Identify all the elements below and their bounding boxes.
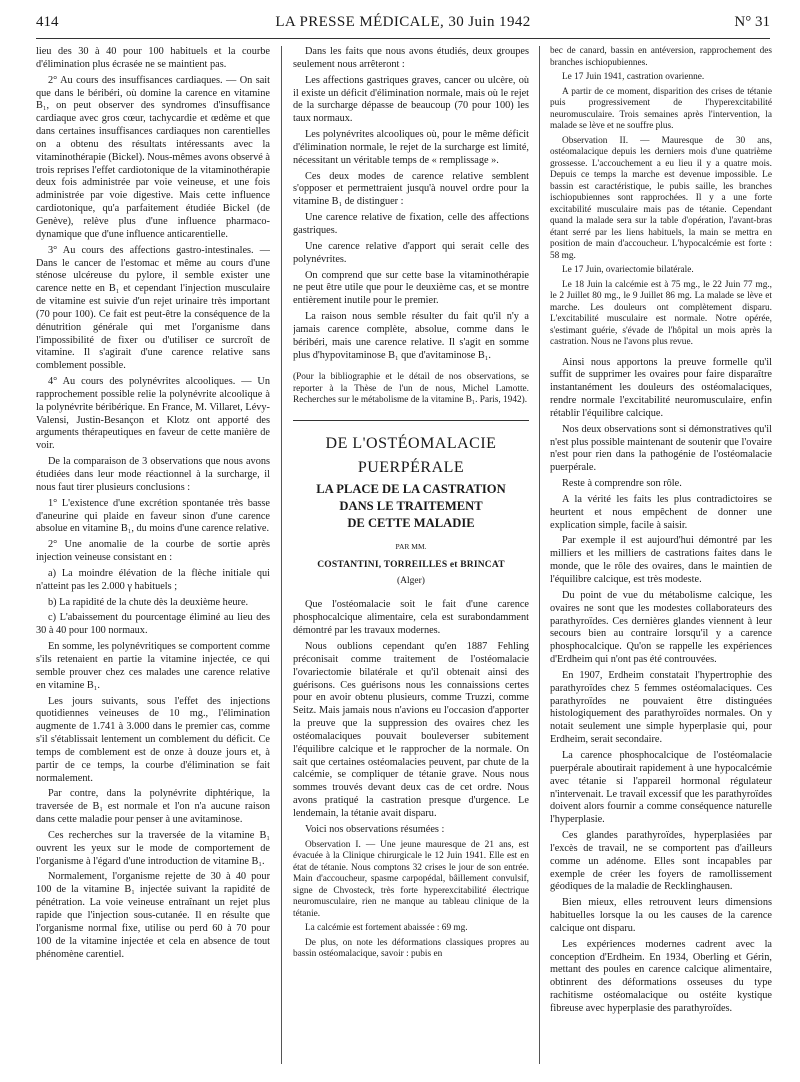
paragraph: a) La moindre élévation de la flèche initiale qui n'atteint pas les 2.000 γ habituels ; [36, 567, 270, 592]
paragraph: Le 17 Juin 1941, castration ovarienne. [562, 72, 705, 82]
article-title-line-2: PUERPÉRALE [357, 458, 465, 476]
paragraph: Observation I. — Une jeune mauresque de 21 ans, est évacuée à la Clinique chirurgicale le 12 Juin 1941. Elle est en état de tétanie. Nous comptons 32 crises le jour de son entrée. Main d'accoucheur, spasme carpopédal, bâillement convulsif, signe de Chvosteck, très forte hyperexcitabilité électrique neuromusculaire, rien ne manque au tableau clinique de la tétanie. [293, 839, 529, 919]
paragraph: Nos deux observations sont si démonstratives qu'il n'est plus possible maintenant de soutenir que l'ovaire n'est pour rien dans la pathogénie de l'ostéomalacie puerpérale. [550, 423, 772, 474]
article-authors: COSTANTINI, TORREILLES et BRINCAT [317, 559, 505, 570]
paragraph: Voici nos observations résumées : [305, 823, 445, 835]
paragraph: Ces recherches sur la traversée de la vitamine B₁ ouvrent les yeux sur le mode de comportement de l'organisme à l'égard d'une introduction de vitamine B₁. [36, 829, 270, 867]
page-number: 414 [36, 14, 59, 30]
paragraph: Par contre, dans la polynévrite diphtérique, la traversée de B₁ est normale et l'on n'a aucune raison dans cette maladie pour penser à une avitaminose. [36, 788, 270, 826]
paragraph: lieu des 30 à 40 pour 100 habituels et la courbe d'élimination plus écrasée ne se maintient pas. [36, 46, 270, 70]
article-discussion [550, 357, 772, 1016]
article-heading [293, 433, 529, 588]
paragraph: La carence phosphocalcique de l'ostéomalacie puerpérale aboutirait rapidement à une hypocalcémie avec tétanie si l'appareil hormonal régulateur n'intervenait. Le travail excessif que les parathyroïdes doivent alors fournir a comme conséquence naturelle l'hyperplasie. [550, 749, 772, 826]
column-middle [293, 46, 529, 1064]
paragraph: b) La rapidité de la chute dès la deuxième heure. [48, 596, 249, 608]
paragraph: De plus, on note les déformations classiques propres au bassin ostéomalacique, savoir : pubis en [293, 937, 529, 960]
column-left [36, 46, 270, 1064]
paragraph: A la vérité les faits les plus contradictoires se heurtent et nous empêchent de donner une explication simple, facile à saisir. [550, 493, 772, 531]
paragraph: Normalement, l'organisme rejette de 30 à 40 pour 100 de la vitamine B₁ injectée suivant la rapidité de pénétration. La voie veineuse entraînant un rejet plus rapide que l'injection sous-cutanée. Il en résulte que l'organisme normal fixe, utilise ou perd 60 à 70 pour 100 de la vitamine injectée et cela en absence de tout phénomène carentiel. [36, 871, 270, 960]
column-divider-right [539, 46, 540, 1064]
paragraph: Les affections gastriques graves, cancer ou ulcère, où il existe un déficit d'élimination normale, mais où le rejet de la surcharge dépasse de beaucoup (70 pour 100) les taux normaux. [293, 74, 529, 125]
paragraph: Dans les faits que nous avons étudiés, deux groupes seulement nous arrêteront : [293, 46, 529, 70]
header-rule [36, 38, 770, 39]
page-header [36, 14, 770, 40]
paragraph: A partir de ce moment, disparition des crises de tétanie puis progressivement de l'hyperexcitabilité neuromusculaire. Trois semaines après l'intervention, la malade se lève et ne souffre plus. [550, 86, 772, 131]
observation-two [550, 46, 772, 349]
paragraph: 4° Au cours des polynévrites alcooliques. — Un rapprochement possible relie la polynévrite alcoolique à la polynévrite béribérique. En France, M. Villaret, Lévy-Valensi, Justin-Besançon et Klotz ont apporté des arguments thérapeutiques en faveur de cette manière de voir. [36, 376, 270, 452]
article-separator [293, 420, 529, 421]
article-subtitle-line-2: DANS LE TRAITEMENT [339, 498, 483, 513]
paragraph: Le 17 Juin, ovariectomie bilatérale. [562, 265, 694, 275]
article-subtitle-line-1: LA PLACE DE LA CASTRATION [316, 481, 506, 496]
paragraph: La raison nous semble résulter du fait qu'il n'y a jamais carence complète, absolue, comme dans le béribéri, mais une carence relative. Il s'agit en somme plus d'hypovitaminose B₁ que d'avitaminose B₁. [293, 311, 529, 361]
paragraph: bec de canard, bassin en antéversion, rapprochement des branches ischiopubiennes. [550, 46, 772, 68]
paragraph: En 1907, Erdheim constatait l'hypertrophie des parathyroïdes chez 5 femmes ostéomalaciques. Ces parathyroïdes ne pouvaient être distinguées histologiquement des parathyroïdes normales. On y notait seulement une simple hyperplasie qui, pour Erdheim, serait secondaire. [550, 669, 772, 746]
paragraph: Les expériences modernes cadrent avec la conception d'Erdheim. En 1934, Oberling et Gérin, mettant des poules en carence calcique alimentaire, obtinrent des déformations osseuses du type rachitisme ostéomalacique ou ostéite kystique fibreuse avec hyperplasie des parathyroïdes. [550, 938, 772, 1014]
paragraph: Du point de vue du métabolisme calcique, les ovaires ne sont que les modestes collaborateurs des parathyroïdes. Ces dernières glandes viennent à leur secours bien au contraire lorsqu'il y a carence phosphocalcique. Qu'on se rappelle les expériences d'Erdheim qui n'ont pas été controuvées. [550, 589, 772, 666]
paragraph: Reste à comprendre son rôle. [562, 478, 682, 490]
byline-par: PAR MM. [395, 541, 427, 551]
issue-number: N° 31 [734, 14, 770, 30]
paragraph: Ainsi nous apportons la preuve formelle qu'il suffit de supprimer les ovaires pour faire disparaître instantanément les douleurs des ostéomalaciques, rendre normale l'excitabilité neuromusculaire, enfin rétablir l'équilibre calcique. [550, 356, 772, 419]
paragraph: Les jours suivants, sous l'effet des injections quotidiennes veineuses de 10 mg., l'élimination augmente de 1.741 à 3.000 dans le premier cas, comme s'il s'établissait lentement un comblement du déficit. Ce temps de comblement est de onze à douze jours et, à partir de ce temps, la courbe d'élimination se fait normalement. [36, 695, 270, 784]
paragraph: 3° Au cours des affections gastro-intestinales. — Dans le cancer de l'estomac et même au cours d'une sténose ulcéreuse du pylore, il semble exister une carence nette en B₁ et cependant l'injection musculaire de vitamine est suivie d'un rejet urinaire très important (70 pour 100). Ce fait est peut-être la conséquence de la dénutrition générale qui met l'organisme dans l'impossibilité de fixer ou d'utiliser ce surcroît de vitamine. Il s'agirait d'une carence relative sans comblement possible. [36, 244, 270, 372]
paragraph: Que l'ostéomalacie soit le fait d'une carence phosphocalcique alimentaire, cela est surabondamment démontré par les travaux modernes. [293, 599, 529, 637]
bibliography-note: (Pour la bibliographie et le détail de nos observations, se reporter à la Thèse de l'un de nous, Michel Lamotte. Recherches sur le métabolisme de la vitamine B₁. Paris, 1942). [293, 372, 529, 406]
journal-title: LA PRESSE MÉDICALE, 30 Juin 1942 [275, 14, 531, 30]
paragraph: Nous oublions cependant qu'en 1887 Fehling préconisait comme traitement de l'ostéomalacie l'ovariectomie bilatérale et qu'il obtenait ainsi des guérisons. Ces guérisons nous les connaissions certes pour en avoir obtenu plusieurs, comme Truzzi, comme Seitz. Mais jamais nous n'avions eu l'occasion d'apporter la preuve que la suppression des ovaires chez les ostéomalaciques pouvait bouleverser subitement l'équilibre calcique et le rapprocher de la normale. On sait que certaines ostéomalacies peuvent, par chute de la calcémie, se compliquer de tétanie grave. Nous nous sommes trouvés devant deux cas de cet ordre. Nous avons pratiqué la castration presque d'urgence. Le lendemain, la tétanie avait disparu. [293, 640, 529, 819]
paragraph: Bien mieux, elles retrouvent leurs dimensions habituelles lorsque la ou les causes de la carence calcique ont disparu. [550, 897, 772, 934]
paragraph: 2° Une anomalie de la courbe de sortie après injection veineuse consistant en : [36, 539, 270, 564]
paragraph: Par exemple il est aujourd'hui démontré par les milliers et les milliers de castrations faites dans le monde, que le rôle des ovaires, dans le maintien de l'équilibre calcique, est très modeste. [550, 535, 772, 585]
paragraph: Une carence relative d'apport qui serait celle des polynévrites. [293, 240, 529, 265]
column-divider-left [281, 46, 282, 1064]
paragraph: Les polynévrites alcooliques où, pour le même déficit d'élimination normale, le rejet de la surcharge est limité, nécessitant un véritable temps de « remplissage ». [293, 129, 529, 166]
article-title-line-1: DE L'OSTÉOMALACIE [325, 434, 497, 452]
paragraph: En somme, les polynévritiques se comportent comme s'ils retenaient en partie la vitamine injectée, ce qui semble prouver chez ces malades une carence relative en vitamine B₁. [36, 641, 270, 691]
column-right [550, 46, 772, 1064]
paragraph: On comprend que sur cette base la vitaminothérapie ne peut être utile que pour le deuxième cas, et se montre entièrement inutile pour le premier. [293, 269, 529, 307]
article-vitamin-conclusion [293, 46, 529, 362]
article-osteomalacia-body [293, 599, 529, 836]
observation-one [293, 840, 529, 961]
article-subtitle-line-3: DE CETTE MALADIE [347, 515, 475, 530]
paragraph: Le 18 Juin la calcémie est à 75 mg., le 22 Juin 77 mg., le 2 Juillet 80 mg., le 9 Juillet 86 mg. La malade se lève et marche. Les douleurs ont complètement disparu. L'excitabilité musculaire est normale. Notre opérée, s'estimant guérie, s'évade de l'hôpital un mois après la castration. Nous ne l'avons plus revue. [550, 279, 772, 347]
paragraph: Ces glandes parathyroïdes, hyperplasiées par l'excès de travail, ne se comportent pas d'ailleurs comme un adénome. Elles sont incapables par exemple de créer les foyers de ramollissement géodiques de la maladie de Recklinghausen. [550, 830, 772, 893]
paragraph: Observation II. — Mauresque de 30 ans, ostéomalacique depuis les derniers mois d'une quatrième grossesse. L'accouchement a eu lieu il y a quatre mois. Depuis ce temps la marche est devenue impossible. Le bassin est caractéristique, le pubis saille, les branches ischiopubiennes sont rapprochées. Il y a une forte excitabilité musculaire mais pas de tétanie. Cependant quand la malade sera sur la table d'opération, l'avant-bras étant serré par les liens habituels, la main se mettra en position de main d'accoucheur. L'hypocalcémie est forte : 58 mg. [550, 135, 772, 261]
paragraph: c) L'abaissement du pourcentage éliminé au lieu des 30 à 40 pour 100 normaux. [36, 612, 270, 637]
paragraph: 1° L'existence d'une excrétion spontanée très basse d'aneurine qui plaide en faveur sinon d'une carence absolue en vitamine B₁, du moins d'une carence relative. [36, 497, 270, 535]
paragraph: 2° Au cours des insuffisances cardiaques. — On sait que dans le béribéri, où domine la carence en vitamine B₁, on peut observer des syndromes d'insuffisance cardiaque avec gros cœur, tachycardie et œdème et que dans certaines insuffisances cardiaques non carentielles on a obtenu des résultats intéressants avec la vitaminothérapie (Bickel). Nous-mêmes avons observé à trois reprises l'effet cardiotonique de la vitaminothérapie deux fois administrée par voie veineuse, et une fois administrée par voie digestive. Mais cette influence cardiotonique, qu'a parfaitement étudiée Bickel (de Genève), relève plus d'une influence pharmaco-dynamique que d'une influence anticarentielle. [36, 74, 270, 240]
paragraph: La calcémie est fortement abaissée : 69 mg. [305, 923, 468, 934]
article-location: (Alger) [397, 575, 425, 586]
paragraph: Une carence relative de fixation, celle des affections gastriques. [293, 212, 529, 236]
paragraph: De la comparaison de 3 observations que nous avons étudiées dans leur mode réactionnel à la surcharge, il nous faut tirer plusieurs conclusions : [36, 456, 270, 493]
paragraph: Ces deux modes de carence relative semblent s'opposer et permettraient jusqu'à nouvel ordre pour la vitamine B₁ de distinguer : [293, 170, 529, 208]
